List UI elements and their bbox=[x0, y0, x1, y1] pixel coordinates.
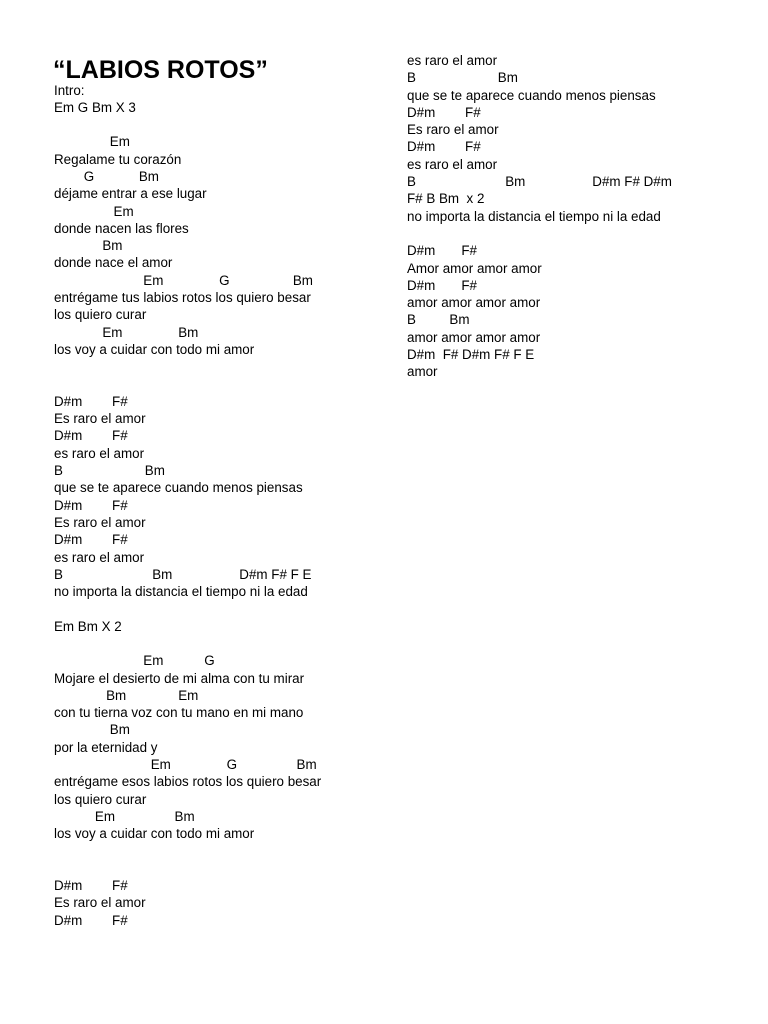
lyric-line bbox=[54, 600, 321, 617]
lyric-line: no importa la distancia el tiempo ni la edad bbox=[54, 584, 308, 600]
lyric-line: amor amor amor amor bbox=[407, 295, 541, 311]
lyric-line: los quiero curar bbox=[54, 791, 147, 807]
lyric-line: con tu tierna voz con tu mano en mi mano bbox=[54, 705, 304, 721]
lyric-line: D#m F# bbox=[54, 428, 128, 444]
lyric-line: es raro el amor bbox=[54, 549, 145, 565]
lyric-line: los voy a cuidar con todo mi amor bbox=[54, 826, 255, 842]
lyric-line: G Bm bbox=[54, 168, 159, 184]
lyric-line: D#m F# D#m F# F E bbox=[407, 347, 535, 363]
lyric-line: Mojare el desierto de mi alma con tu mirar bbox=[54, 670, 305, 686]
lyric-line: F# B Bm x 2 bbox=[407, 191, 485, 207]
lyric-line: donde nace el amor bbox=[54, 255, 173, 271]
lyric-line: Em bbox=[54, 203, 134, 219]
lyric-line: Em Bm bbox=[54, 324, 199, 340]
lyric-line: Es raro el amor bbox=[54, 514, 146, 530]
lyric-line: Em Bm bbox=[54, 808, 195, 824]
lyric-line: D#m F# bbox=[54, 532, 128, 548]
lyric-line: déjame entrar a ese lugar bbox=[54, 186, 207, 202]
lyric-line: que se te aparece cuando menos piensas bbox=[54, 480, 303, 496]
lyric-line: amor bbox=[407, 364, 438, 380]
lyrics-column-right bbox=[407, 52, 672, 381]
lyric-line: los quiero curar bbox=[54, 307, 147, 323]
lyrics-column-left bbox=[54, 82, 321, 930]
lyric-line: B Bm D#m F# F E bbox=[54, 566, 312, 582]
lyric-line: B Bm bbox=[407, 70, 518, 86]
lyric-line: Es raro el amor bbox=[54, 411, 146, 427]
lyric-line bbox=[54, 376, 321, 393]
lyric-line: Bm bbox=[54, 722, 130, 738]
lyric-line: D#m F# bbox=[54, 912, 128, 928]
lyric-line bbox=[407, 225, 672, 242]
lyric-line: D#m F# bbox=[407, 243, 477, 259]
lyric-line: donde nacen las flores bbox=[54, 220, 189, 236]
lyric-line: D#m F# bbox=[407, 139, 481, 155]
lyric-line: Em G Bm bbox=[54, 757, 317, 773]
lyric-line: B Bm bbox=[407, 312, 470, 328]
lyric-line: entrégame esos labios rotos los quiero besar bbox=[54, 774, 322, 790]
lyric-line: B Bm bbox=[54, 463, 165, 479]
lyric-line: Amor amor amor amor bbox=[407, 260, 542, 276]
lyric-line: Regalame tu corazón bbox=[54, 151, 182, 167]
lyric-line: Em bbox=[54, 134, 130, 150]
lyric-line: Em G Bm X 3 bbox=[54, 99, 136, 115]
lyric-line: Es raro el amor bbox=[54, 895, 146, 911]
lyric-line: entrégame tus labios rotos los quiero besar bbox=[54, 290, 311, 306]
lyric-line: D#m F# bbox=[407, 277, 477, 293]
lyric-line: D#m F# bbox=[54, 497, 128, 513]
lyric-line: Em Bm X 2 bbox=[54, 618, 122, 634]
lyric-line: amor amor amor amor bbox=[407, 329, 541, 345]
lyric-line: B Bm D#m F# D#m bbox=[407, 174, 672, 190]
lyric-line bbox=[54, 358, 321, 375]
lyric-line: Es raro el amor bbox=[407, 122, 499, 138]
lyric-line: es raro el amor bbox=[407, 53, 498, 68]
lyric-line bbox=[54, 635, 321, 652]
lyric-line: Bm Em bbox=[54, 687, 199, 703]
lyric-line: Intro: bbox=[54, 82, 85, 98]
lyric-line: es raro el amor bbox=[407, 156, 498, 172]
lyric-line: es raro el amor bbox=[54, 445, 145, 461]
lyric-line: D#m F# bbox=[407, 104, 481, 120]
lyric-line: Bm bbox=[54, 238, 123, 254]
song-title: “LABIOS ROTOS” bbox=[53, 56, 268, 84]
lyric-line: D#m F# bbox=[54, 878, 128, 894]
lyric-line: D#m F# bbox=[54, 393, 128, 409]
lyric-line bbox=[54, 843, 321, 860]
lyric-line: Em G Bm bbox=[54, 272, 313, 288]
lyric-line bbox=[54, 860, 321, 877]
lyric-line: por la eternidad y bbox=[54, 739, 158, 755]
lyric-line: Em G bbox=[54, 653, 215, 669]
lyric-line: no importa la distancia el tiempo ni la edad bbox=[407, 208, 661, 224]
lyric-line: que se te aparece cuando menos piensas bbox=[407, 87, 656, 103]
lyric-line bbox=[54, 116, 321, 133]
lyric-line: los voy a cuidar con todo mi amor bbox=[54, 341, 255, 357]
